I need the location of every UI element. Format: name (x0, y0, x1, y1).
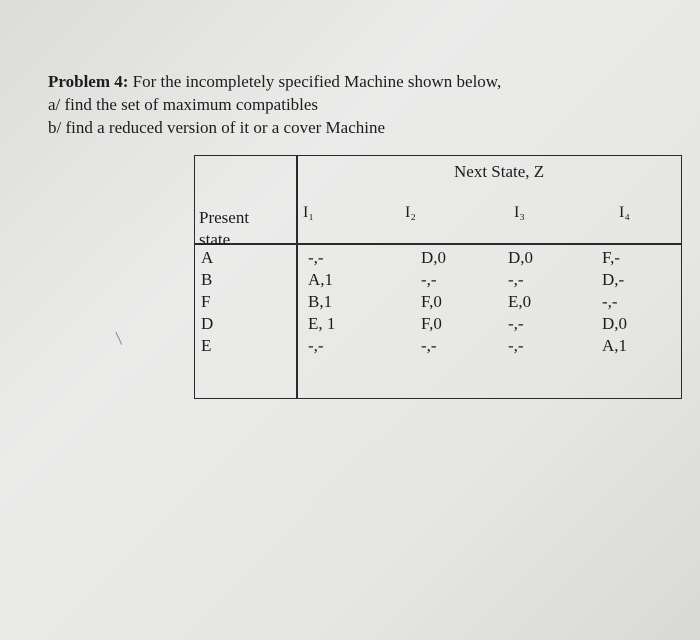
i1-cell: E, 1 (308, 314, 336, 333)
i2-cell: -,- (421, 336, 437, 355)
i3-cell: E,0 (508, 292, 532, 311)
table-divider-horizontal (195, 243, 681, 245)
state-cell: D (201, 314, 214, 333)
problem-part-a: a/ find the set of maximum compatibles (48, 95, 319, 114)
state-cell: B (201, 270, 213, 289)
state-cell: F (201, 292, 211, 311)
input-header-i4: I₄ (619, 204, 630, 221)
i4-cell: -,- (602, 292, 618, 311)
i1-column (308, 247, 335, 357)
i4-cell: D,0 (602, 314, 628, 333)
i4-cell: A,1 (602, 336, 628, 355)
i2-column (421, 247, 446, 357)
i3-column (508, 247, 533, 357)
i2-cell: D,0 (421, 248, 447, 267)
i1-cell: B,1 (308, 292, 333, 311)
state-cell: A (201, 248, 214, 267)
i1-cell: A,1 (308, 270, 334, 289)
i2-cell: F,0 (421, 292, 442, 311)
i4-cell: D,- (602, 270, 625, 289)
i3-cell: -,- (508, 270, 524, 289)
i3-cell: -,- (508, 314, 524, 333)
next-state-header: Next State, Z (454, 162, 545, 181)
pencil-mark (115, 329, 127, 345)
problem-intro-line (48, 70, 648, 93)
problem-part-b: b/ find a reduced version of it or a cover Machine (48, 118, 386, 137)
table-divider-vertical (296, 156, 298, 398)
i4-cell: F,- (602, 248, 621, 267)
i4-column (602, 247, 627, 357)
present-state-column (201, 247, 213, 357)
present-state-header (199, 207, 249, 251)
i1-cell: -,- (308, 336, 324, 355)
present-state-header-line1: Present (199, 208, 250, 227)
input-header-i1: I₁ (303, 204, 314, 221)
problem-statement (48, 70, 648, 139)
input-header-i3: I₃ (514, 204, 525, 221)
present-state-header-line2: state (199, 230, 231, 249)
input-header-i2: I₂ (405, 204, 416, 221)
i3-cell: -,- (508, 336, 524, 355)
problem-label: Problem 4: (48, 72, 129, 91)
problem-intro: For the incompletely specified Machine shown below, (132, 72, 502, 91)
i2-cell: F,0 (421, 314, 442, 333)
i2-cell: -,- (421, 270, 437, 289)
i1-cell: -,- (308, 248, 324, 267)
state-cell: E (201, 336, 212, 355)
i3-cell: D,0 (508, 248, 534, 267)
state-table (194, 155, 682, 399)
